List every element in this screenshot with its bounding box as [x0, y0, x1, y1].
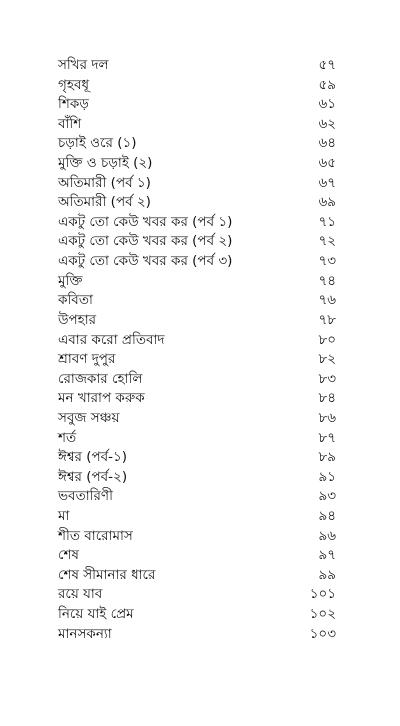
toc-entry-title: মুক্তি ও চড়াই (২): [58, 155, 153, 172]
toc-entry: [0, 193, 400, 213]
toc-entry: [0, 468, 400, 488]
toc-entry: [0, 350, 400, 370]
toc-entry: [0, 487, 400, 507]
toc-entry-page-number: ৯৭: [318, 547, 336, 564]
toc-entry-page-number: ৭১: [318, 213, 336, 230]
toc-entry-title: অতিমারী (পর্ব ২): [58, 194, 151, 211]
toc-entry-title: শেষ: [58, 547, 79, 564]
toc-entry-page-number: ৫৯: [318, 76, 336, 93]
toc-entry-page-number: ৬১: [318, 96, 336, 113]
toc-entry-title: এবার করো প্রতিবাদ: [58, 331, 165, 348]
table-of-contents: [0, 56, 400, 644]
toc-entry: [0, 507, 400, 527]
toc-entry-page-number: ৮৪: [318, 390, 336, 407]
toc-entry-page-number: ৭৬: [318, 292, 336, 309]
toc-entry-page-number: ৯৬: [318, 527, 336, 544]
toc-entry-title: শীত বারোমাস: [58, 527, 133, 544]
toc-entry-title: শর্ত: [58, 429, 77, 446]
toc-entry-title: একটু তো কেউ খবর কর (পর্ব ২): [58, 233, 233, 250]
toc-entry: [0, 331, 400, 351]
toc-entry-title: একটু তো কেউ খবর কর (পর্ব ১): [58, 213, 233, 230]
toc-entry-page-number: ৬২: [318, 115, 336, 132]
toc-entry-page-number: ৯৪: [318, 508, 336, 525]
toc-entry-title: রয়ে যাব: [58, 586, 103, 603]
toc-entry-page-number: ৮২: [318, 351, 336, 368]
toc-entry-page-number: ৯১: [318, 468, 336, 485]
toc-entry-page-number: ১০১: [309, 586, 336, 603]
toc-entry-title: মানসকন্যা: [58, 625, 112, 642]
toc-entry: [0, 115, 400, 135]
toc-entry-page-number: ৭৪: [318, 272, 336, 289]
toc-entry: [0, 174, 400, 194]
toc-entry-title: শিকড়: [58, 96, 89, 113]
toc-entry-title: অতিমারী (পর্ব ১): [58, 174, 151, 191]
toc-entry: [0, 252, 400, 272]
toc-entry: [0, 389, 400, 409]
toc-entry: [0, 527, 400, 547]
toc-entry: [0, 291, 400, 311]
toc-entry: [0, 134, 400, 154]
toc-entry-page-number: ৭৮: [318, 311, 336, 328]
toc-entry-title: ঈশ্বর (পর্ব-২): [58, 468, 128, 485]
toc-entry-page-number: ১০২: [309, 606, 336, 623]
toc-entry-title: চড়াই ওরে (১): [58, 135, 137, 152]
toc-entry: [0, 429, 400, 449]
toc-entry-title: উপহার: [58, 311, 97, 328]
toc-entry: [0, 213, 400, 233]
toc-entry-page-number: ৮৬: [318, 409, 336, 426]
toc-entry-page-number: ৬৪: [318, 135, 336, 152]
toc-entry-title: নিয়ে যাই প্রেম: [58, 606, 134, 623]
toc-entry-page-number: ৬৭: [318, 174, 336, 191]
toc-entry: [0, 232, 400, 252]
toc-entry: [0, 56, 400, 76]
toc-entry-title: সখির দল: [58, 57, 109, 73]
toc-entry-page-number: ৫৭: [318, 57, 336, 73]
toc-entry-title: ঈশ্বর (পর্ব-১): [58, 449, 128, 466]
toc-entry: [0, 76, 400, 96]
toc-entry-page-number: ৮৩: [318, 370, 336, 387]
toc-entry-page-number: ৭২: [318, 233, 336, 250]
toc-entry-title: মন খারাপ করুক: [58, 390, 145, 407]
toc-entry: [0, 95, 400, 115]
toc-entry-title: শ্রাবণ দুপুর: [58, 351, 116, 368]
toc-entry-page-number: ৬৫: [318, 155, 336, 172]
toc-entry: [0, 409, 400, 429]
toc-entry: [0, 585, 400, 605]
toc-entry: [0, 154, 400, 174]
toc-entry-page-number: ৭৩: [318, 253, 336, 270]
toc-entry-page-number: ৬৯: [318, 194, 336, 211]
toc-entry-page-number: ৮৯: [318, 449, 336, 466]
toc-entry-title: সবুজ সঞ্চয়: [58, 409, 120, 426]
toc-entry-title: শেষ সীমানার ধারে: [58, 566, 156, 583]
toc-entry-title: ভবতারিণী: [58, 488, 113, 505]
toc-entry-title: বাঁশি: [58, 115, 82, 132]
toc-entry: [0, 566, 400, 586]
toc-entry-title: মুক্তি: [58, 272, 83, 289]
toc-entry-title: গৃহবধূ: [58, 76, 90, 93]
toc-entry: [0, 625, 400, 645]
toc-entry-page-number: ৮৭: [318, 429, 336, 446]
toc-entry: [0, 272, 400, 292]
toc-entry-title: মা: [58, 508, 70, 525]
toc-entry-page-number: ৯৯: [318, 566, 336, 583]
toc-entry-title: রোজকার হোলি: [58, 370, 143, 387]
toc-entry: [0, 605, 400, 625]
toc-entry: [0, 311, 400, 331]
toc-entry-title: একটু তো কেউ খবর কর (পর্ব ৩): [58, 253, 233, 270]
toc-entry: [0, 546, 400, 566]
toc-entry: [0, 448, 400, 468]
toc-entry-page-number: ৮০: [318, 331, 336, 348]
toc-entry: [0, 370, 400, 390]
toc-entry-page-number: ৯৩: [318, 488, 336, 505]
toc-entry-title: কবিতা: [58, 292, 93, 309]
toc-entry-page-number: ১০৩: [309, 625, 336, 642]
